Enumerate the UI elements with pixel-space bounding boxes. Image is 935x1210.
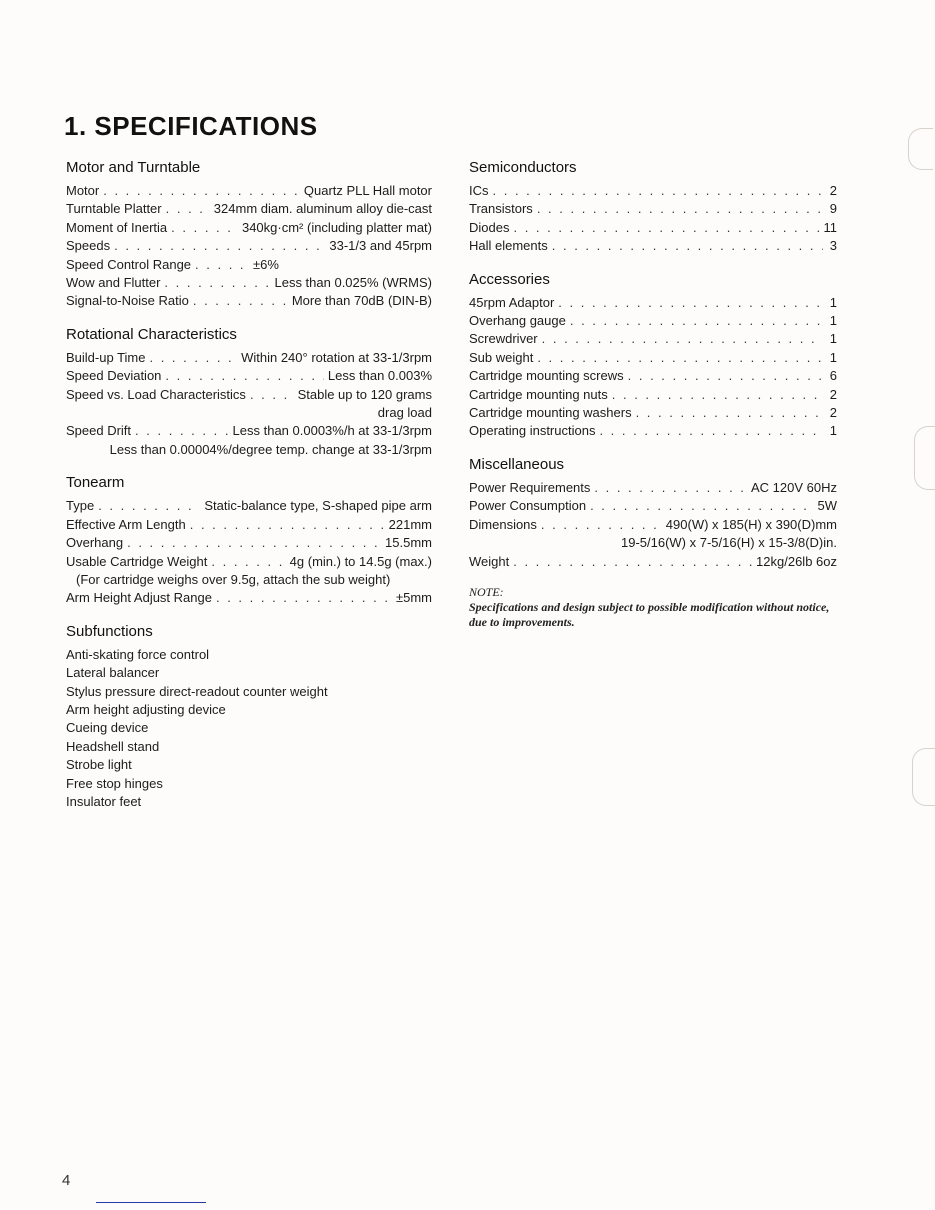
subfunction-item: Lateral balancer [66, 665, 160, 681]
spec-row-type [66, 497, 432, 515]
spec-value: 1 [829, 423, 837, 439]
spec-label: Type [66, 498, 95, 514]
section-heading: Tonearm [66, 474, 125, 492]
note-section [469, 585, 837, 630]
binding-hole-mark [914, 426, 935, 490]
spec-row-deviation [66, 367, 432, 385]
subfunctions-section [66, 622, 432, 812]
dot-leader [103, 182, 300, 200]
spec-label: Signal-to-Noise Ratio [66, 293, 189, 309]
dot-leader [190, 516, 385, 534]
dot-leader [135, 422, 228, 440]
spec-value: 324mm diam. aluminum alloy die-cast [213, 201, 432, 217]
spec-row-mounting-nuts [469, 386, 837, 404]
dot-leader [552, 237, 823, 255]
spec-row-screwdriver [469, 330, 837, 348]
spec-label: Speed Drift [66, 423, 132, 439]
section-heading: Accessories [469, 270, 550, 288]
dot-leader [513, 553, 752, 571]
spec-label: Moment of Inertia [66, 219, 168, 235]
dot-leader [114, 237, 325, 255]
spec-value: Static-balance type, S-shaped pipe arm [204, 498, 432, 514]
binding-hole-mark [908, 128, 933, 170]
spec-row-load [66, 386, 432, 404]
dot-leader [537, 349, 823, 367]
binding-hole-mark [912, 748, 935, 806]
spec-row-transistors [469, 200, 837, 218]
drift-continuation: Less than 0.00004%/degree temp. change at 33-1/3rpm [109, 441, 432, 457]
spec-row-motor [66, 182, 432, 200]
dot-leader [558, 294, 823, 312]
spec-row-sub-weight [469, 349, 837, 367]
spec-row-cartridge-weight [66, 553, 432, 571]
spec-label: Usable Cartridge Weight [66, 553, 208, 569]
spec-label: Power Requirements [469, 479, 591, 495]
dot-leader [612, 386, 823, 404]
section-heading: Subfunctions [66, 622, 153, 640]
subfunction-item: Insulator feet [66, 793, 142, 809]
cartridge-weight-note: (For cartridge weighs over 9.5g, attach the sub weight) [76, 571, 391, 587]
spec-row-diodes [469, 219, 837, 237]
dot-leader [166, 200, 210, 218]
subfunction-item: Cueing device [66, 720, 149, 736]
spec-label: Hall elements [469, 238, 548, 254]
dot-leader [164, 274, 270, 292]
spec-row-ics [469, 182, 837, 200]
spec-row-arm-height [66, 589, 432, 607]
spec-value: 490(W) x 185(H) x 390(D)mm [665, 516, 837, 532]
spec-row-buildup [66, 349, 432, 367]
dot-leader [599, 422, 823, 440]
spec-label: Overhang [66, 535, 124, 551]
spec-label: Arm Height Adjust Range [66, 590, 212, 606]
spec-row-adaptor [469, 294, 837, 312]
spec-label: Operating instructions [469, 423, 596, 439]
spec-label: 45rpm Adaptor [469, 294, 555, 310]
spec-row-overhang-gauge [469, 312, 837, 330]
spec-value: 340kg·cm² (including platter mat) [241, 219, 432, 235]
spec-row-wow-flutter [66, 274, 432, 292]
note-text: Specifications and design subject to possible modification without notice, due to improvements. [469, 599, 830, 629]
spec-label: Dimensions [469, 516, 537, 532]
spec-label: Build-up Time [66, 349, 146, 365]
section-heading: Miscellaneous [469, 455, 565, 473]
left-column [66, 158, 432, 825]
section-heading: Semiconductors [469, 159, 577, 176]
spec-row-dimensions [469, 516, 837, 534]
page-number: 4 [62, 1172, 71, 1189]
spec-row-speeds [66, 237, 432, 255]
subfunction-item: Anti-skating force control [66, 646, 210, 662]
spec-value: 12kg/26lb 6oz [756, 553, 837, 569]
spec-label: Speed Deviation [66, 368, 162, 384]
dot-leader [171, 219, 238, 237]
dot-leader [98, 497, 200, 515]
spec-value: ±5mm [395, 590, 432, 606]
spec-row-overhang [66, 534, 432, 552]
dot-leader [537, 200, 823, 218]
spec-value: 15.5mm [385, 535, 432, 551]
dot-leader [127, 534, 381, 552]
spec-label: Turntable Platter [66, 201, 162, 217]
spec-label: Speed Control Range [66, 256, 192, 272]
spec-label: Cartridge mounting washers [469, 405, 632, 421]
spec-value: AC 120V 60Hz [751, 479, 837, 495]
subfunction-item: Free stop hinges [66, 775, 163, 791]
spec-value: 3 [829, 238, 837, 254]
spec-row-mounting-screws [469, 367, 837, 385]
spec-label: Power Consumption [469, 498, 587, 514]
dot-leader [594, 479, 747, 497]
page-title: 1. SPECIFICATIONS [64, 111, 318, 141]
dot-leader [216, 589, 392, 607]
spec-value: 11 [823, 219, 837, 235]
dot-leader [211, 553, 285, 571]
spec-row-power-consumption [469, 497, 837, 515]
subfunction-item: Strobe light [66, 757, 132, 773]
spec-row-snr [66, 292, 432, 310]
subfunction-item: Headshell stand [66, 738, 160, 754]
footer-rule [96, 1202, 206, 1203]
spec-row-inertia [66, 219, 432, 237]
spec-row-power-requirements [469, 479, 837, 497]
spec-label: ICs [469, 183, 489, 198]
spec-label: Speed vs. Load Characteristics [66, 386, 246, 402]
dot-leader [541, 516, 662, 534]
dot-leader [493, 182, 824, 200]
spec-value: 2 [829, 183, 837, 198]
spec-label: Cartridge mounting nuts [469, 386, 608, 402]
spec-label: Weight [469, 553, 510, 569]
miscellaneous-section [469, 455, 837, 571]
load-continuation: drag load [377, 405, 432, 421]
spec-value: 1 [829, 294, 837, 310]
spec-row-drift [66, 422, 432, 440]
section-heading: Rotational Characteristics [66, 325, 237, 343]
spec-label: Transistors [469, 201, 533, 217]
spec-value: 5W [817, 498, 837, 514]
spec-value: 221mm [388, 516, 432, 532]
dot-leader [149, 349, 237, 367]
spec-value: Less than 0.0003%/h at 33-1/3rpm [232, 423, 432, 439]
spec-value: Less than 0.003% [327, 368, 432, 384]
dot-leader [250, 386, 294, 404]
spec-value: 33-1/3 and 45rpm [329, 238, 432, 254]
spec-row-mounting-washers [469, 404, 837, 422]
spec-row-instructions [469, 422, 837, 440]
spec-value: 2 [829, 386, 837, 402]
spec-value: 1 [829, 313, 837, 329]
spec-label: Motor [66, 183, 100, 198]
dot-leader [590, 497, 813, 515]
dot-leader [165, 367, 324, 385]
subfunction-item: Arm height adjusting device [66, 701, 226, 717]
dot-leader [542, 330, 823, 348]
spec-row-hall-elements [469, 237, 837, 255]
right-column [469, 158, 837, 644]
spec-row-platter [66, 200, 432, 218]
spec-value: Quartz PLL Hall motor [303, 183, 432, 198]
spec-label: Cartridge mounting screws [469, 368, 624, 384]
spec-value: 4g (min.) to 14.5g (max.) [289, 553, 432, 569]
tonearm-section [66, 473, 432, 607]
dot-leader [628, 367, 823, 385]
spec-label: Effective Arm Length [66, 516, 186, 532]
subfunction-item: Stylus pressure direct-readout counter weight [66, 683, 328, 699]
rotational-section [66, 325, 432, 459]
spec-value: Stable up to 120 grams [297, 386, 432, 402]
spec-value: More than 70dB (DIN-B) [291, 293, 432, 309]
spec-label: Overhang gauge [469, 313, 566, 329]
motor-turntable-section [66, 158, 432, 311]
spec-value: 1 [829, 349, 837, 365]
spec-label: Speeds [66, 238, 111, 254]
spec-value: 2 [829, 405, 837, 421]
note-label: NOTE: [469, 584, 504, 599]
semiconductors-section [469, 158, 837, 256]
spec-value: Less than 0.025% (WRMS) [274, 275, 432, 291]
dot-leader [193, 292, 288, 310]
dot-leader [195, 256, 249, 274]
dimensions-continuation: 19-5/16(W) x 7-5/16(H) x 15-3/8(D)in. [620, 535, 837, 551]
spec-value: Within 240° rotation at 33-1/3rpm [241, 349, 432, 365]
dot-leader [513, 219, 819, 237]
spec-value: ±6% [253, 256, 279, 272]
accessories-section [469, 270, 837, 441]
dot-leader [636, 404, 823, 422]
spec-value: 1 [829, 331, 837, 347]
spec-row-weight [469, 553, 837, 571]
section-heading: Motor and Turntable [66, 159, 201, 176]
spec-value: 9 [829, 201, 837, 217]
spec-label: Sub weight [469, 349, 534, 365]
spec-label: Wow and Flutter [66, 275, 161, 291]
spec-row-arm-length [66, 516, 432, 534]
spec-row-speed-control [66, 256, 432, 274]
spec-value: 6 [829, 368, 837, 384]
spec-label: Diodes [469, 219, 510, 235]
dot-leader [570, 312, 823, 330]
spec-label: Screwdriver [469, 331, 538, 347]
